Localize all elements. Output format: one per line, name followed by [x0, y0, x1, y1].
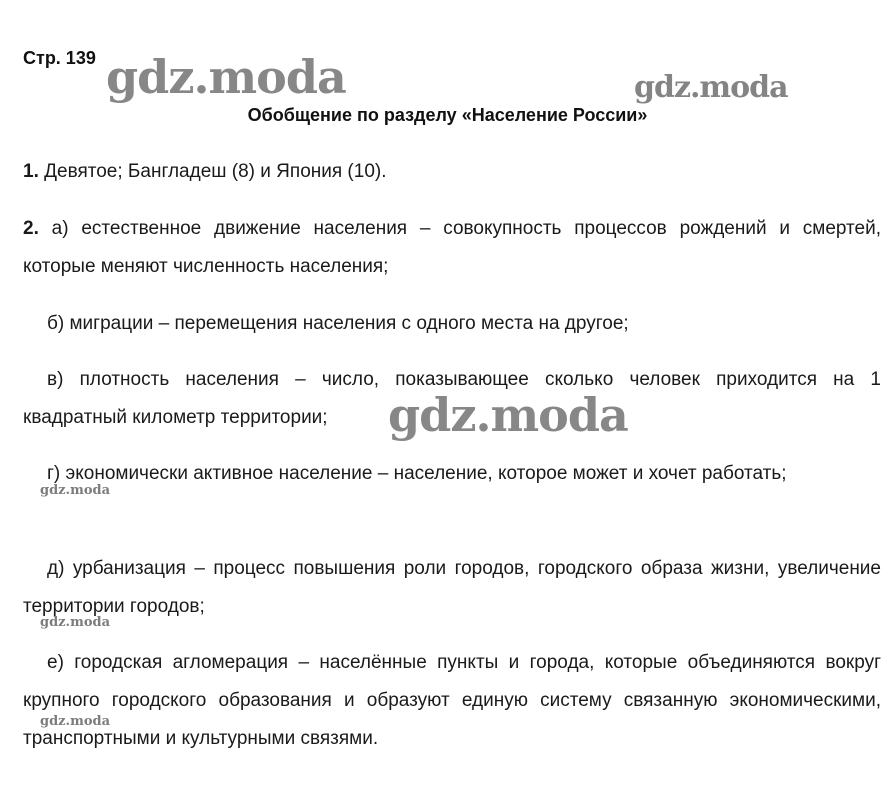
answer-1	[23, 153, 881, 191]
watermark-logo: gdz.moda	[388, 388, 628, 442]
answer-2a	[23, 210, 881, 286]
watermark-logo: gdz.moda	[106, 50, 346, 104]
watermark-logo-small: gdz.moda	[40, 714, 111, 729]
watermark-logo-small: gdz.moda	[40, 483, 111, 498]
watermark-logo: gdz.moda	[634, 70, 788, 105]
answer-2-number: 2.	[23, 218, 39, 239]
watermark-logo-small: gdz.moda	[40, 615, 111, 630]
page-number-label: Стр. 139	[23, 48, 96, 68]
section-heading: Обобщение по разделу «Население России»	[247, 105, 648, 125]
answer-2a-text: а) естественное движение населения – совокупность процессов рождений и смертей, которые меняют численность населения;	[23, 218, 881, 277]
answer-2g: г) экономически активное население – население, которое может и хочет работать;	[47, 463, 787, 484]
answer-2e: е) городская агломерация – населённые пункты и города, которые объединяются вокруг крупного городского образования и образуют единую систему связанную экономическими, транспортными и культурными связями.	[23, 652, 881, 749]
answer-1-text: Девятое; Бангладеш (8) и Япония (10).	[38, 161, 387, 182]
answer-2d: д) урбанизация – процесс повышения роли городов, городского образа жизни, увеличение территории городов;	[23, 558, 881, 617]
answer-2b: б) миграции – перемещения населения с одного места на другое;	[47, 313, 629, 334]
answer-2v: в) плотность населения – число, показывающее сколько человек приходится на 1 квадратный километр территории;	[23, 369, 881, 428]
answer-1-number: 1.	[23, 161, 39, 182]
